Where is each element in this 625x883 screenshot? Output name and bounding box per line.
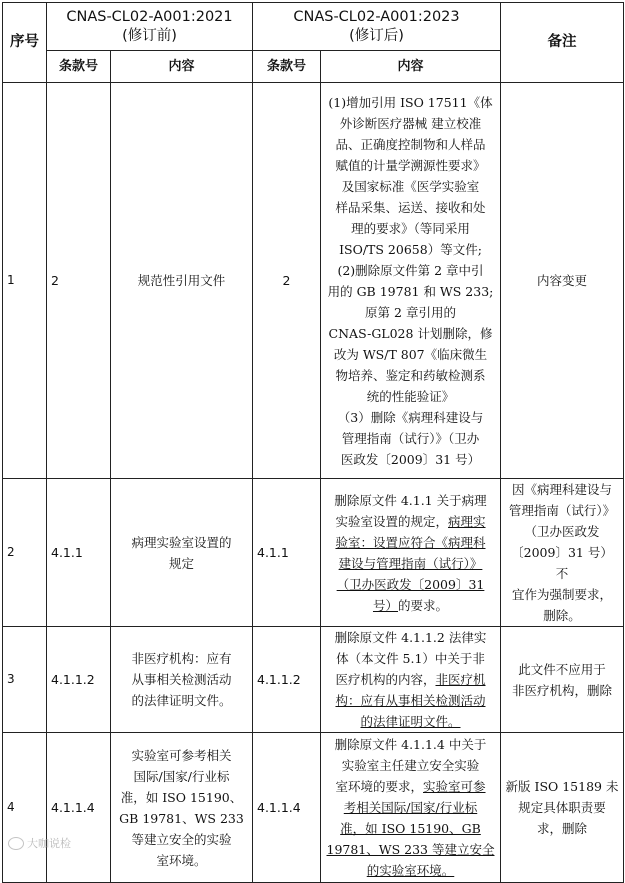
old-content-line: 的法律证明文件。 xyxy=(131,693,232,708)
remark-cell xyxy=(501,479,624,627)
old-content-line: 实验室可参考相关 xyxy=(131,747,232,763)
deleted-text: 的实验室环境。 xyxy=(366,863,455,878)
remark-cell xyxy=(501,83,624,479)
remark-line: 删除。 xyxy=(543,608,581,623)
new-content-line xyxy=(325,428,496,449)
content-text: 物培养、鉴定和药敏检测系 xyxy=(335,367,486,383)
old-content-line: 非医疗机构：应有 xyxy=(131,651,232,666)
row-seq: 4 xyxy=(3,733,47,883)
new-content-cell xyxy=(321,479,501,627)
new-content-line xyxy=(325,553,496,574)
new-content-line xyxy=(325,302,496,323)
old-content-line: 准，如 ISO 15190、 xyxy=(120,789,243,805)
row-seq: 3 xyxy=(3,627,47,733)
sub-header-new-content: 内容 xyxy=(321,51,501,83)
content-text: 样品采集、运送、接收和处 xyxy=(335,199,486,215)
chat-bubble-icon xyxy=(8,837,24,850)
new-clause-cell: 2 xyxy=(253,83,321,479)
content-text: 用的 GB 19781 和 WS 233; xyxy=(327,283,494,299)
old-clause-cell: 4.1.1.4 xyxy=(47,733,111,883)
remark-line: 求，删除 xyxy=(536,821,587,836)
old-standard-code: CNAS-CL02-A001:2021 xyxy=(66,8,233,25)
content-text: 品、正确度控制物和人样品 xyxy=(335,136,486,152)
new-content-line xyxy=(325,197,496,218)
revision-comparison-table xyxy=(2,2,624,883)
new-content-line xyxy=(325,260,496,281)
old-content-line: 规定 xyxy=(168,555,194,571)
deleted-text: 病理实 xyxy=(448,513,486,529)
remark-line: 新版 ISO 15189 未 xyxy=(505,779,619,794)
deleted-text: 19781、WS 233 等建立安全 xyxy=(326,842,495,857)
old-content-cell xyxy=(111,627,253,733)
deleted-text: 构：应有从事相关检测活动 xyxy=(335,693,486,708)
old-clause-cell: 2 xyxy=(47,83,111,479)
content-text: 赋值的计量学溯源性要求》 xyxy=(335,157,486,173)
new-content-line xyxy=(325,176,496,197)
old-content-cell xyxy=(111,479,253,627)
new-content-line xyxy=(325,511,496,532)
sub-header-new-clause: 条款号 xyxy=(253,51,321,83)
content-text: 室环境的要求， xyxy=(335,779,423,794)
content-text: 删除原文件 4.1.1.4 中关于 xyxy=(334,737,487,752)
header-remark: 备注 xyxy=(501,3,624,83)
new-content-line xyxy=(325,690,496,711)
watermark xyxy=(8,835,71,851)
remark-line: 管理指南（试行）》 xyxy=(508,503,616,518)
remark-cell xyxy=(501,733,624,883)
header-old-standard xyxy=(47,3,253,51)
new-content-line xyxy=(325,648,496,669)
new-content-line xyxy=(325,218,496,239)
deleted-text: 非医疗机 xyxy=(435,672,486,687)
remark-line: （卫办医政发 xyxy=(524,524,600,539)
content-text: 外诊断医疗器械 建立校准 xyxy=(339,115,482,131)
new-content-line xyxy=(325,818,496,839)
content-text: CNAS-GL028 计划删除，修 xyxy=(328,325,493,341)
new-content-line xyxy=(325,344,496,365)
content-text: 删除原文件 4.1.1 关于病理 xyxy=(334,492,487,508)
content-text: 实验室主任建立安全实验 xyxy=(341,758,480,773)
old-standard-note: (修订前) xyxy=(122,27,177,44)
deleted-text: 建设与管理指南（试行）》 xyxy=(338,555,483,571)
watermark-text: 大咖说检 xyxy=(27,837,71,850)
content-text: 理的要求》（等同采用 xyxy=(351,220,470,236)
new-content-line xyxy=(325,595,496,616)
sub-header-old-clause: 条款号 xyxy=(47,51,111,83)
remark-line: 此文件不应用于 xyxy=(518,661,606,677)
new-content-line xyxy=(325,92,496,113)
deleted-text: 考相关国际/国家/行业标 xyxy=(343,800,478,815)
new-content-line xyxy=(325,365,496,386)
deleted-text: （卫办医政发〔2009〕31 xyxy=(336,576,485,592)
content-text: 医政发〔2009〕31 号） xyxy=(340,451,481,467)
new-content-line xyxy=(325,239,496,260)
content-text: 及国家标准《医学实验室 xyxy=(341,178,480,194)
new-content-line xyxy=(325,113,496,134)
new-clause-cell: 4.1.1.2 xyxy=(253,627,321,733)
deleted-text: 号） xyxy=(372,597,398,613)
new-clause-cell: 4.1.1 xyxy=(253,479,321,627)
table-body xyxy=(3,83,624,883)
new-content-line xyxy=(325,574,496,595)
old-content-line: 从事相关检测活动 xyxy=(131,672,232,687)
remark-cell xyxy=(501,627,624,733)
content-text: 改为 WS/T 807《临床微生 xyxy=(333,346,488,362)
old-content-line: 规范性引用文件 xyxy=(137,273,226,288)
remark-line: 〔2009〕31 号）不 xyxy=(511,545,613,581)
new-content-cell xyxy=(321,83,501,479)
remark-line: 内容变更 xyxy=(536,273,587,288)
table-row xyxy=(3,627,624,733)
new-content-line xyxy=(325,281,496,302)
old-content-line: 病理实验室设置的 xyxy=(131,534,232,550)
deleted-text: 验室：设置应符合《病理科 xyxy=(335,534,486,550)
new-content-line xyxy=(325,134,496,155)
remark-line: 宜作为强制要求， xyxy=(511,587,612,602)
content-text: 删除原文件 4.1.1.2 法律实 xyxy=(334,630,487,645)
table-row xyxy=(3,733,624,883)
new-content-cell xyxy=(321,733,501,883)
new-standard-note: (修订后) xyxy=(349,27,404,44)
sub-header-old-content: 内容 xyxy=(111,51,253,83)
new-standard-code: CNAS-CL02-A001:2023 xyxy=(293,8,460,25)
new-content-line xyxy=(325,532,496,553)
new-content-line xyxy=(325,449,496,470)
header-seq: 序号 xyxy=(3,3,47,83)
new-content-line xyxy=(325,407,496,428)
old-clause-cell: 4.1.1 xyxy=(47,479,111,627)
row-seq: 2 xyxy=(3,479,47,627)
deleted-text: 实验室可参 xyxy=(423,779,486,794)
row-seq: 1 xyxy=(3,83,47,479)
new-content-line xyxy=(325,860,496,881)
new-content-cell xyxy=(321,627,501,733)
old-content-cell xyxy=(111,733,253,883)
header-new-standard xyxy=(253,3,501,51)
content-text: (1)增加引用 ISO 17511《体 xyxy=(328,94,493,110)
new-content-line xyxy=(325,386,496,407)
new-content-line xyxy=(325,323,496,344)
new-content-line xyxy=(325,669,496,690)
old-content-line: 国际/国家/行业标 xyxy=(133,768,230,784)
table-row xyxy=(3,479,624,627)
deleted-text: 准，如 ISO 15190、GB xyxy=(340,821,481,836)
content-text: 统的性能验证》 xyxy=(366,388,455,404)
new-content-line xyxy=(325,797,496,818)
content-text: 原第 2 章引用的 xyxy=(365,304,456,320)
new-content-line xyxy=(325,711,496,732)
content-text: 医疗机构的内容， xyxy=(335,672,436,687)
new-clause-cell: 4.1.1.4 xyxy=(253,733,321,883)
content-text: 的要求。 xyxy=(398,597,449,613)
content-text: （3）删除《病理科建设与 xyxy=(337,409,484,425)
old-content-line: 室环境。 xyxy=(156,852,207,868)
remark-line: 规定具体职责要 xyxy=(518,800,606,815)
new-content-line xyxy=(325,155,496,176)
old-content-line: 等建立安全的实验 xyxy=(131,831,232,847)
remark-line: 非医疗机构，删除 xyxy=(511,682,612,698)
deleted-text: 的法律证明文件。 xyxy=(360,714,461,729)
new-content-line xyxy=(325,490,496,511)
table-row xyxy=(3,83,624,479)
content-text: 实验室设置的规定， xyxy=(335,513,448,529)
old-clause-cell: 4.1.1.2 xyxy=(47,627,111,733)
old-content-cell xyxy=(111,83,253,479)
remark-line: 因《病理科建设与 xyxy=(511,482,612,497)
new-content-line xyxy=(325,734,496,755)
content-text: ISO/TS 20658）等文件; xyxy=(339,241,482,257)
content-text: 体（本文件 5.1）中关于非 xyxy=(336,651,485,666)
new-content-line xyxy=(325,627,496,648)
content-text: 管理指南（试行）》（卫办 xyxy=(341,430,480,446)
old-content-line: GB 19781、WS 233 xyxy=(119,810,244,826)
new-content-line xyxy=(325,776,496,797)
new-content-line xyxy=(325,755,496,776)
content-text: (2)删除原文件第 2 章中引 xyxy=(337,262,484,278)
